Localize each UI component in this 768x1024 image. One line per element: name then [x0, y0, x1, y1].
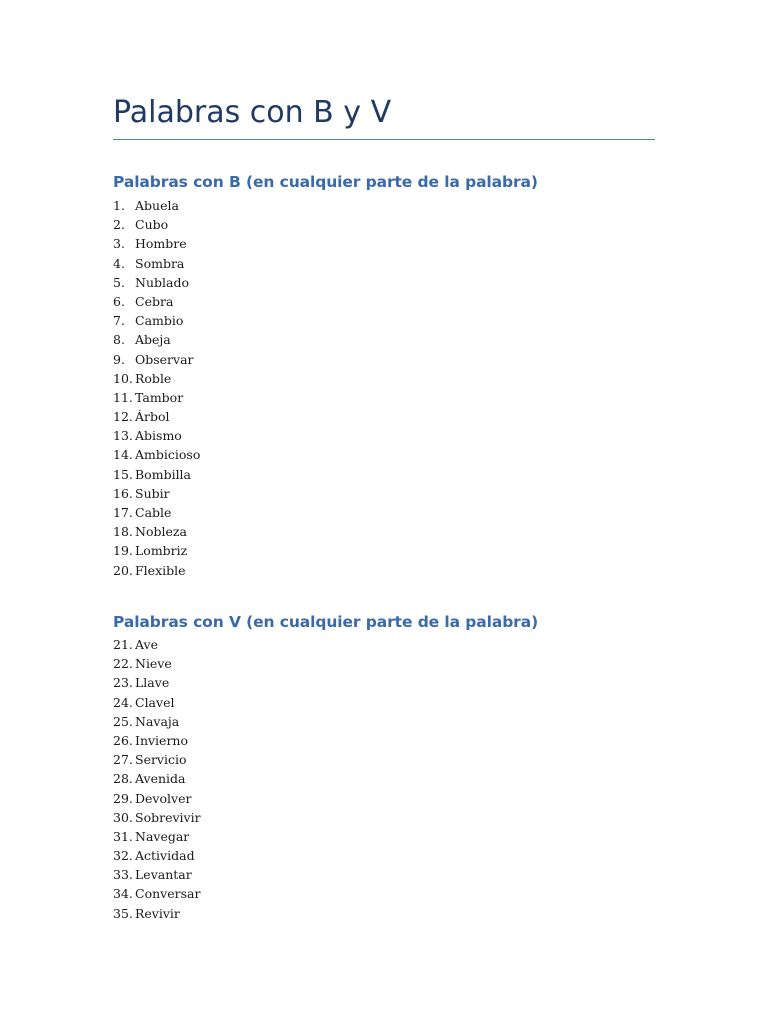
list-item	[113, 541, 200, 560]
list-item-word: Cable	[135, 505, 172, 520]
list-item-number: 24.	[113, 694, 133, 710]
list-item-word: Roble	[135, 370, 172, 386]
list-item-number: 1.	[113, 198, 125, 213]
list-item-word: Clavel	[135, 694, 175, 710]
list-item-word: Bombilla	[135, 466, 192, 482]
list-item-word: Nieve	[135, 656, 172, 672]
list-item-number: 9.	[113, 351, 125, 367]
list-item-number: 20.	[113, 562, 133, 578]
list-item-word: Hombre	[135, 236, 187, 252]
list-item-word: Ambicioso	[135, 447, 201, 463]
list-item	[113, 654, 201, 673]
list-item	[113, 426, 200, 445]
list-item	[113, 846, 201, 865]
list-item-word: Nobleza	[135, 524, 187, 540]
list-item-word: Cebra	[135, 293, 174, 309]
list-item	[113, 750, 201, 769]
list-item-number: 3.	[113, 236, 125, 252]
list-item-word: Abuela	[135, 198, 179, 213]
list-item	[113, 827, 201, 846]
list-item	[113, 884, 201, 903]
list-item	[113, 254, 200, 273]
list-item	[113, 388, 200, 407]
list-item-number: 33.	[113, 867, 133, 883]
list-item-word: Cubo	[135, 217, 169, 233]
list-item-word: Flexible	[135, 562, 186, 578]
list-item	[113, 196, 200, 215]
list-item-number: 4.	[113, 255, 125, 271]
section-heading-v: Palabras con V (en cualquier parte de la palabra)	[113, 613, 539, 631]
word-list-v	[113, 635, 201, 923]
list-item	[113, 350, 200, 369]
document-title: Palabras con B y V	[113, 95, 392, 130]
list-item-number: 17.	[113, 505, 133, 520]
list-item-word: Lombriz	[135, 543, 188, 559]
list-item-number: 12.	[113, 409, 133, 425]
list-item-number: 18.	[113, 524, 133, 540]
list-item	[113, 865, 201, 884]
word-list-b	[113, 196, 200, 580]
list-item-word: Revivir	[135, 905, 180, 921]
list-item	[113, 635, 201, 654]
list-item	[113, 369, 200, 388]
list-item	[113, 693, 201, 712]
list-item-number: 23.	[113, 675, 133, 691]
list-item-number: 10.	[113, 370, 133, 386]
list-item-word: Subir	[135, 485, 170, 501]
list-item-word: Abismo	[135, 428, 182, 444]
list-item-word: Cambio	[135, 313, 184, 329]
list-item-number: 32.	[113, 848, 133, 864]
list-item-number: 2.	[113, 217, 125, 233]
list-item-word: Sombra	[135, 255, 185, 271]
list-item	[113, 731, 201, 750]
list-item-word: Avenida	[135, 771, 186, 787]
list-item-number: 26.	[113, 732, 133, 748]
list-item-number: 27.	[113, 752, 133, 768]
list-item-word: Levantar	[135, 867, 192, 883]
list-item-number: 8.	[113, 332, 125, 348]
list-item	[113, 673, 201, 692]
list-item-word: Navegar	[135, 828, 190, 844]
list-item	[113, 330, 200, 349]
list-item-number: 7.	[113, 313, 125, 329]
list-item-number: 34.	[113, 886, 133, 902]
list-item-word: Nublado	[135, 274, 189, 290]
list-item	[113, 522, 200, 541]
list-item-number: 25.	[113, 713, 133, 729]
list-item-word: Servicio	[135, 752, 187, 768]
list-item	[113, 789, 201, 808]
list-item	[113, 292, 200, 311]
list-item-number: 30.	[113, 809, 133, 825]
list-item	[113, 561, 200, 580]
list-item-word: Ave	[135, 637, 158, 652]
list-item-word: Abeja	[135, 332, 171, 348]
list-item	[113, 712, 201, 731]
list-item-number: 19.	[113, 543, 133, 559]
list-item-word: Actividad	[135, 848, 195, 864]
list-item	[113, 769, 201, 788]
list-item-number: 28.	[113, 771, 133, 787]
list-item	[113, 215, 200, 234]
list-item-word: Sobrevivir	[135, 809, 201, 825]
list-item-word: Tambor	[135, 389, 184, 405]
list-item	[113, 445, 200, 464]
list-item-word: Devolver	[135, 790, 192, 806]
list-item-word: Llave	[135, 675, 170, 691]
list-item	[113, 808, 201, 827]
list-item-number: 22.	[113, 656, 133, 672]
list-item-number: 21.	[113, 637, 133, 652]
list-item	[113, 234, 200, 253]
list-item	[113, 311, 200, 330]
list-item-word: Invierno	[135, 732, 188, 748]
list-item-number: 14.	[113, 447, 133, 463]
section-heading-b: Palabras con B (en cualquier parte de la palabra)	[113, 173, 538, 191]
list-item-word: Conversar	[135, 886, 201, 902]
list-item	[113, 484, 200, 503]
list-item-number: 6.	[113, 293, 125, 309]
list-item	[113, 465, 200, 484]
list-item	[113, 407, 200, 426]
list-item-number: 15.	[113, 466, 133, 482]
list-item-number: 16.	[113, 485, 133, 501]
list-item	[113, 273, 200, 292]
title-underline	[113, 139, 655, 140]
list-item-number: 31.	[113, 828, 133, 844]
list-item-number: 11.	[113, 389, 133, 405]
list-item-number: 35.	[113, 905, 133, 921]
list-item-word: Árbol	[135, 409, 170, 425]
list-item-number: 5.	[113, 274, 125, 290]
list-item	[113, 904, 201, 923]
list-item	[113, 503, 200, 522]
list-item-number: 13.	[113, 428, 133, 444]
list-item-number: 29.	[113, 790, 133, 806]
list-item-word: Navaja	[135, 713, 180, 729]
list-item-word: Observar	[135, 351, 194, 367]
